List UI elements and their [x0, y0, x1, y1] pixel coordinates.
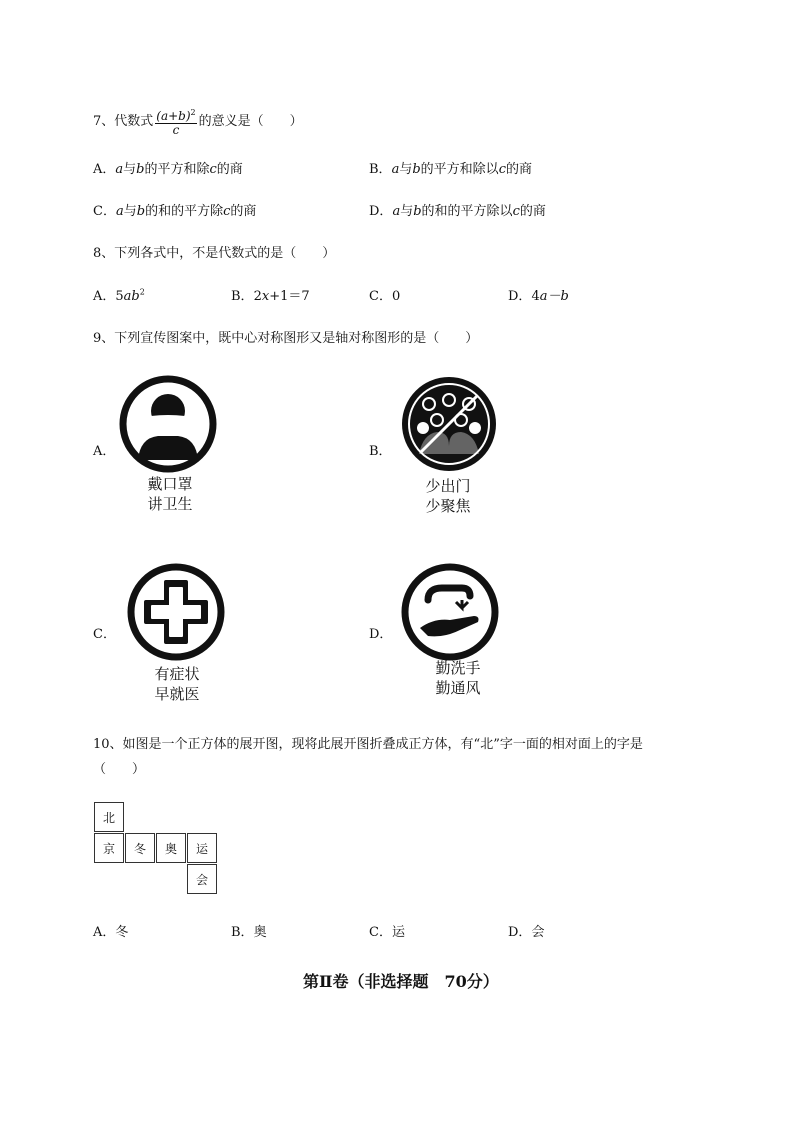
net-cell-bei: 北	[94, 802, 124, 832]
var-a: a	[392, 204, 401, 219]
q10-option-d[interactable]	[508, 921, 544, 940]
q7-frac-num: (a+b)	[156, 109, 191, 123]
mask-person-icon	[118, 374, 218, 474]
crowd-forbidden-icon	[399, 374, 499, 474]
q7-option-a[interactable]	[93, 158, 243, 177]
option-tail: －b	[547, 289, 569, 304]
option-letter: A．	[93, 925, 116, 940]
option-letter: C．	[369, 289, 392, 304]
option-text: 会	[531, 925, 545, 940]
net-cell-ao: 奥	[156, 833, 186, 863]
caption-line: 早就医	[154, 685, 200, 703]
q9-option-b-caption	[398, 476, 498, 516]
hand-washing-icon	[400, 562, 500, 662]
q8-option-c[interactable]	[369, 285, 400, 304]
option-letter: D．	[508, 925, 532, 940]
q7-option-d[interactable]	[369, 200, 546, 219]
option-letter: B．	[369, 162, 392, 177]
var-c: c	[209, 162, 217, 177]
q9-option-d-letter[interactable]: D．	[369, 627, 393, 642]
caption-line: 少出门	[425, 477, 471, 495]
option-letter: C．	[93, 204, 116, 219]
option-text: 运	[391, 925, 405, 940]
q7-fraction	[155, 106, 196, 137]
caption-line: 少聚焦	[425, 497, 471, 515]
q10-stem-paren: （ ）	[93, 762, 146, 777]
option-text: 0	[391, 289, 401, 304]
option-text: 奥	[253, 925, 267, 940]
var-c: c	[223, 204, 231, 219]
caption-line: 有症状	[154, 665, 200, 683]
option-text: 4	[531, 289, 540, 304]
var-b: b	[136, 204, 146, 219]
q7-stem	[93, 106, 303, 137]
q9-option-a-caption	[120, 474, 220, 514]
option-text: 5	[115, 289, 124, 304]
option-text: 与	[400, 204, 414, 219]
medical-cross-icon	[126, 562, 226, 662]
section-title: 第Ⅱ卷（非选择题 70分）	[303, 972, 499, 991]
option-variable: x	[261, 289, 270, 304]
option-text: 的和的平方除	[145, 204, 224, 219]
q9-option-c-caption	[127, 664, 227, 704]
var-b: b	[412, 162, 421, 177]
q7-frac-den: c	[172, 123, 180, 137]
caption-line: 勤通风	[435, 679, 481, 697]
q9-stem: 9、下列宣传图案中，既中心对称图形又是轴对称图形的是（ ）	[93, 331, 479, 346]
option-tail: +1＝7	[269, 289, 310, 304]
option-letter: A．	[93, 289, 116, 304]
option-text: 冬	[115, 925, 129, 940]
option-text: 的商	[216, 162, 243, 177]
option-letter: A．	[93, 162, 116, 177]
net-cell-yun: 运	[187, 833, 217, 863]
caption-line: 戴口罩	[147, 475, 193, 493]
q9-option-d-caption	[408, 658, 508, 698]
q7-option-c[interactable]	[93, 200, 256, 219]
var-b: b	[413, 204, 422, 219]
q9-option-b-letter[interactable]: B．	[369, 444, 392, 459]
net-cell-dong: 冬	[125, 833, 155, 863]
q10-option-a[interactable]	[93, 921, 128, 940]
q10-option-c[interactable]	[369, 921, 405, 940]
option-text: 与	[123, 162, 137, 177]
net-cell-jing: 京	[94, 833, 124, 863]
option-variable: a	[539, 289, 548, 304]
caption-line: 讲卫生	[147, 495, 193, 513]
option-text: 的商	[230, 204, 257, 219]
q8-option-b[interactable]	[231, 285, 310, 304]
option-variable: ab	[123, 289, 140, 304]
net-cell-hui: 会	[187, 864, 217, 894]
option-letter: B．	[231, 289, 254, 304]
q8-option-a[interactable]	[93, 285, 145, 304]
var-a: a	[391, 162, 400, 177]
option-text: 的和的平方除以	[421, 204, 513, 219]
option-text: 与	[123, 204, 137, 219]
option-text: 的平方和除以	[420, 162, 499, 177]
option-text: 的平方和除	[144, 162, 210, 177]
option-letter: B．	[231, 925, 254, 940]
q9-option-c-letter[interactable]: C．	[93, 627, 116, 642]
option-text: 与	[399, 162, 413, 177]
option-exponent: 2	[139, 287, 145, 297]
var-c: c	[498, 162, 506, 177]
var-c: c	[512, 204, 520, 219]
var-b: b	[136, 162, 145, 177]
q8-stem: 8、下列各式中，不是代数式的是（ ）	[93, 246, 336, 261]
var-a: a	[115, 162, 124, 177]
option-letter: D．	[369, 204, 393, 219]
option-text: 2	[253, 289, 262, 304]
var-a: a	[115, 204, 124, 219]
q10-stem: 10、如图是一个正方体的展开图，现将此展开图折叠成正方体，有“北”字一面的相对面上的字是	[93, 737, 643, 752]
q7-prefix: 7、代数式	[93, 114, 154, 129]
q7-suffix: 的意义是（ ）	[198, 114, 303, 129]
q8-option-d[interactable]	[508, 285, 569, 304]
option-letter: D．	[508, 289, 532, 304]
q9-option-a-letter[interactable]: A．	[93, 444, 116, 459]
q10-option-b[interactable]	[231, 921, 267, 940]
q7-option-b[interactable]	[369, 158, 532, 177]
caption-line: 勤洗手	[435, 659, 481, 677]
option-letter: C．	[369, 925, 392, 940]
q7-frac-exp: 2	[190, 108, 196, 117]
option-text: 的商	[505, 162, 532, 177]
option-text: 的商	[519, 204, 546, 219]
